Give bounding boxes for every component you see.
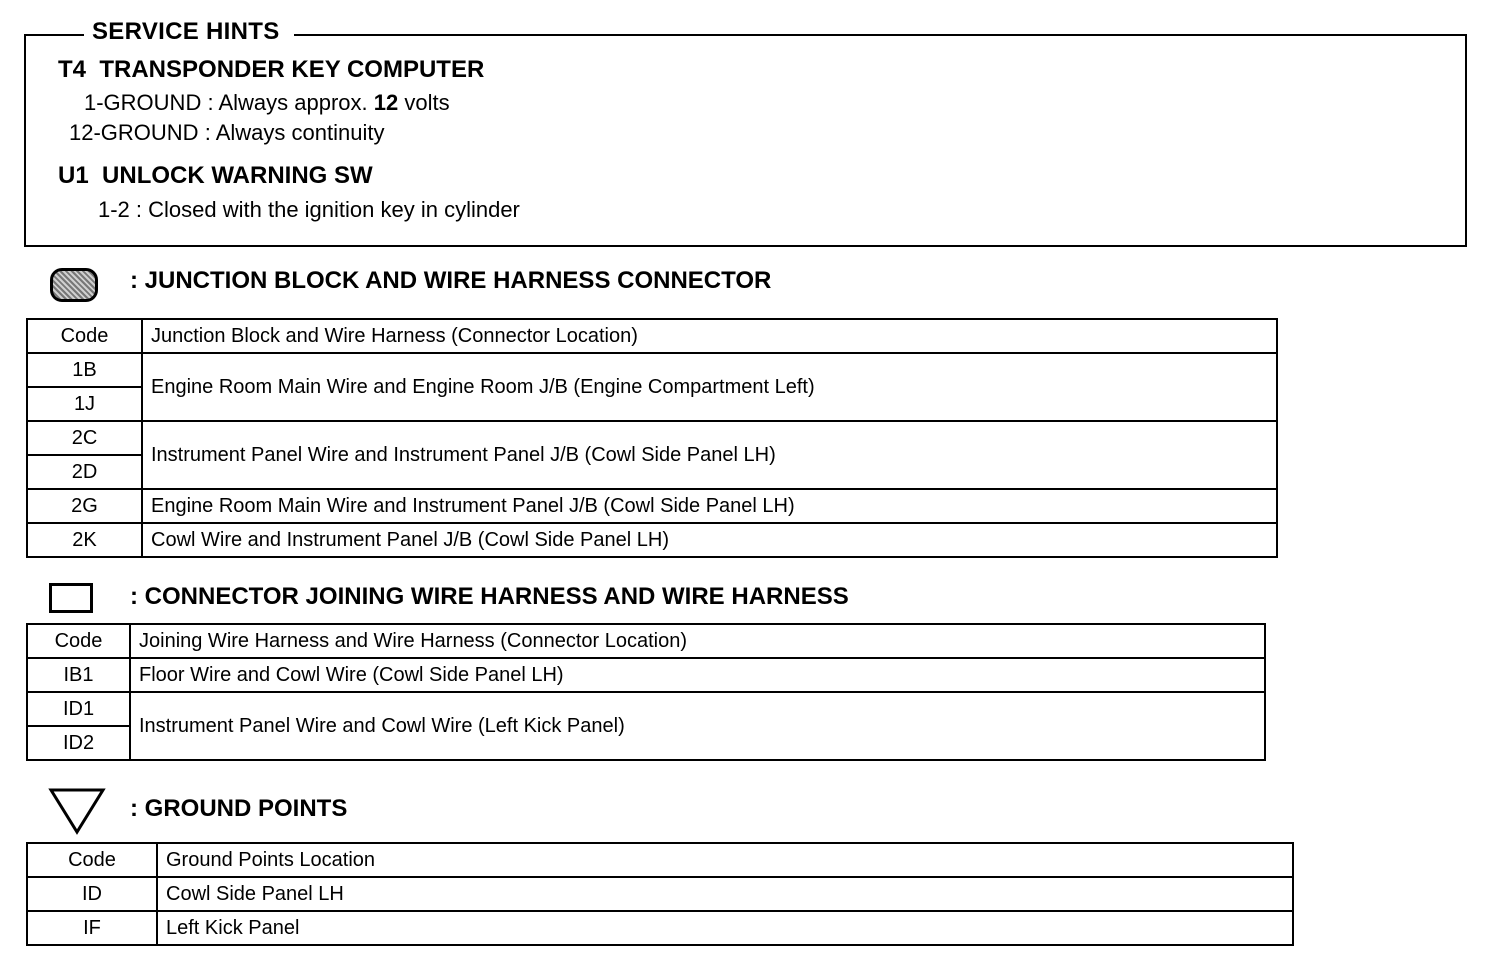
table-row	[27, 421, 1277, 455]
junction-block-symbol-icon	[50, 268, 98, 302]
desc-cell: Floor Wire and Cowl Wire (Cowl Side Panel LH)	[130, 658, 1265, 692]
header-code: Code	[27, 624, 130, 658]
hint-text: Always approx.	[218, 90, 374, 115]
table-row	[27, 523, 1277, 557]
code-cell: 2C	[27, 421, 142, 455]
hint-label: 1-2	[98, 197, 130, 222]
code-cell: IF	[27, 911, 157, 945]
desc-cell: Engine Room Main Wire and Instrument Panel J/B (Cowl Side Panel LH)	[142, 489, 1277, 523]
service-hints-title: SERVICE HINTS	[84, 18, 294, 46]
table-row	[27, 911, 1293, 945]
code-cell: 1B	[27, 353, 142, 387]
table-row	[27, 877, 1293, 911]
hint-text: Closed with the ignition key in cylinder	[148, 197, 520, 222]
header-desc: Ground Points Location	[157, 843, 1293, 877]
header-desc: Joining Wire Harness and Wire Harness (Connector Location)	[130, 624, 1265, 658]
connector-symbol-icon	[49, 583, 93, 613]
u1-title	[58, 162, 373, 190]
connector-heading: : CONNECTOR JOINING WIRE HARNESS AND WIRE HARNESS	[130, 583, 849, 610]
ground-heading: : GROUND POINTS	[130, 795, 348, 822]
table-row	[27, 489, 1277, 523]
desc-cell: Instrument Panel Wire and Instrument Panel J/B (Cowl Side Panel LH)	[142, 421, 1277, 489]
code-cell: 2D	[27, 455, 142, 489]
code-cell: IB1	[27, 658, 130, 692]
code-cell: ID	[27, 877, 157, 911]
table-row	[27, 658, 1265, 692]
header-code: Code	[27, 319, 142, 353]
t4-code: T4	[58, 56, 87, 83]
table-row	[27, 692, 1265, 726]
desc-cell: Engine Room Main Wire and Engine Room J/B (Engine Compartment Left)	[142, 353, 1277, 421]
ground-table	[26, 842, 1294, 946]
u1-code: U1	[58, 162, 89, 189]
desc-cell: Left Kick Panel	[157, 911, 1293, 945]
table-row	[27, 353, 1277, 387]
u1-name: UNLOCK WARNING SW	[102, 162, 373, 189]
table-header-row	[27, 624, 1265, 658]
desc-cell: Cowl Side Panel LH	[157, 877, 1293, 911]
header-code: Code	[27, 843, 157, 877]
connector-table	[26, 623, 1266, 761]
junction-table	[26, 318, 1278, 558]
code-cell: ID2	[27, 726, 130, 760]
ground-triangle-icon	[48, 786, 106, 836]
header-desc: Junction Block and Wire Harness (Connector Location)	[142, 319, 1277, 353]
t4-hint-1: 1-GROUND : Always approx. 12 volts	[84, 90, 450, 115]
table-header-row	[27, 319, 1277, 353]
hint-bold-value: 12	[373, 90, 399, 115]
hint-text: Always continuity	[215, 120, 385, 145]
u1-hint-1: 1-2 : Closed with the ignition key in cylinder	[98, 197, 520, 222]
code-cell: 2K	[27, 523, 142, 557]
t4-title	[58, 56, 484, 84]
junction-heading: : JUNCTION BLOCK AND WIRE HARNESS CONNECTOR	[130, 267, 772, 294]
table-header-row	[27, 843, 1293, 877]
code-cell: 2G	[27, 489, 142, 523]
desc-cell: Instrument Panel Wire and Cowl Wire (Left Kick Panel)	[130, 692, 1265, 760]
desc-cell: Cowl Wire and Instrument Panel J/B (Cowl Side Panel LH)	[142, 523, 1277, 557]
t4-hint-2: 12-GROUND : Always continuity	[69, 120, 385, 145]
code-cell: ID1	[27, 692, 130, 726]
code-cell: 1J	[27, 387, 142, 421]
hint-suffix: volts	[398, 90, 450, 115]
hint-label: 1-GROUND	[84, 90, 202, 115]
hint-label: 12-GROUND	[69, 120, 199, 145]
t4-name: TRANSPONDER KEY COMPUTER	[99, 56, 485, 83]
